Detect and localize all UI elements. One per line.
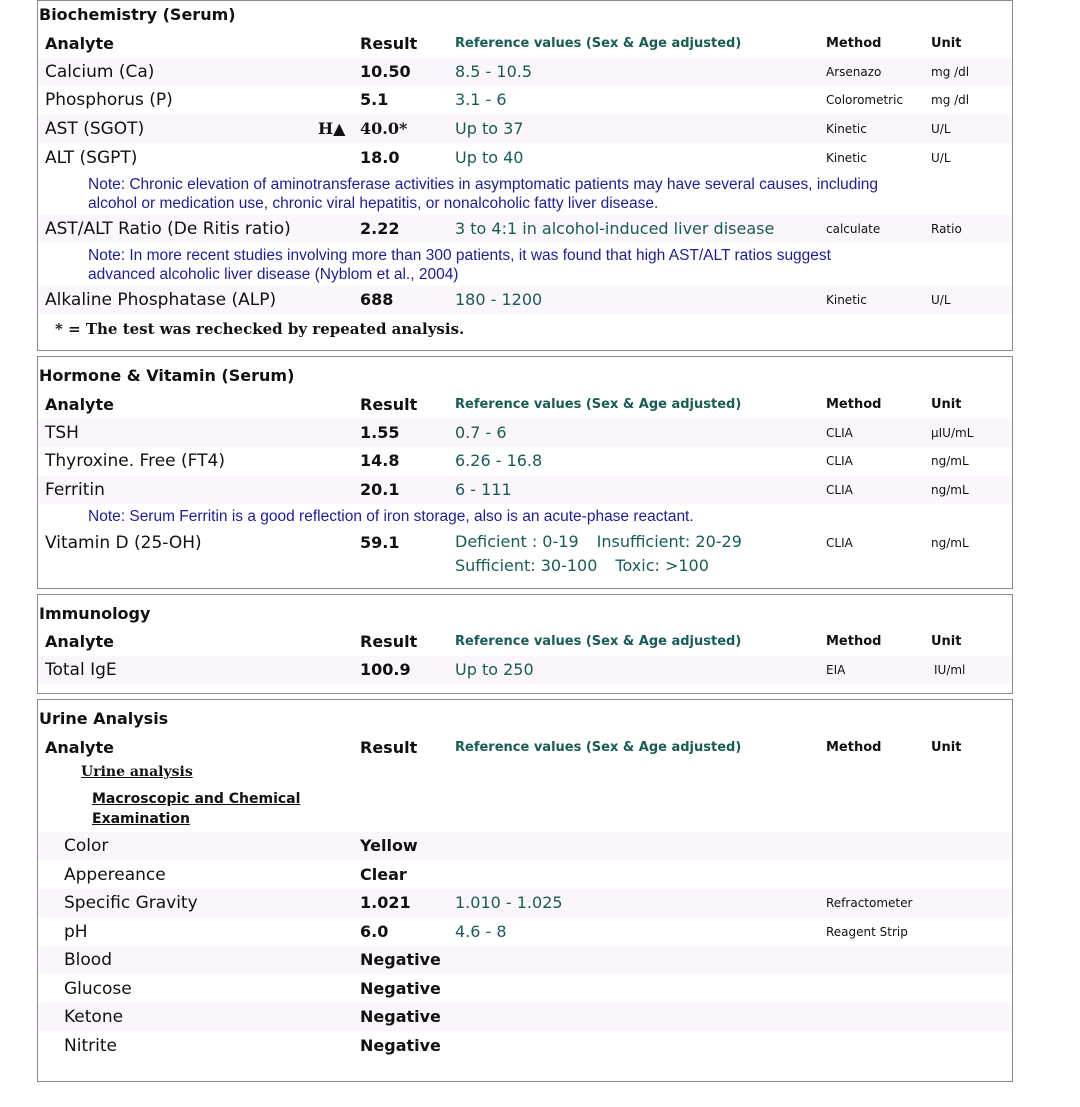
method: CLIA	[826, 426, 853, 440]
analyte-name: ALT (SGPT)	[45, 148, 138, 168]
unit: U/L	[931, 122, 951, 136]
table-row	[38, 889, 1012, 917]
result-value: Clear	[360, 865, 407, 884]
unit: U/L	[931, 151, 951, 165]
result-value: 14.8	[360, 451, 400, 470]
result-value: Negative	[360, 950, 441, 969]
result-value: 1.021	[360, 893, 411, 912]
table-row	[38, 1003, 1012, 1031]
header-result: Result	[360, 738, 418, 757]
header-unit: Unit	[931, 397, 962, 412]
result-value: 40.0*	[360, 119, 408, 138]
analyte-name: Ferritin	[45, 480, 105, 500]
method: Kinetic	[826, 122, 867, 136]
section-title: Hormone & Vitamin (Serum)	[39, 366, 295, 385]
header-analyte: Analyte	[45, 632, 114, 651]
table-row	[38, 1032, 1012, 1060]
note-ferritin	[88, 507, 988, 526]
analyte-name: Nitrite	[64, 1036, 117, 1056]
table-row	[38, 419, 1012, 447]
reference-range: 1.010 - 1.025	[455, 893, 563, 912]
header-unit: Unit	[931, 740, 962, 755]
biochemistry-section	[37, 0, 1013, 351]
header-result: Result	[360, 34, 418, 53]
reference-range: Up to 37	[455, 119, 524, 138]
analyte-name: AST/ALT Ratio (De Ritis ratio)	[45, 219, 291, 239]
unit: ng/mL	[931, 483, 969, 497]
analyte-name: Phosphorus (P)	[45, 90, 173, 110]
method: Colorometric	[826, 93, 904, 107]
method: Kinetic	[826, 151, 867, 165]
result-value: 688	[360, 290, 394, 309]
reference-range: Up to 250	[455, 660, 534, 679]
header-method: Method	[826, 740, 882, 755]
header-result: Result	[360, 395, 418, 414]
unit: mg /dl	[931, 65, 970, 79]
hormone-vitamin-section	[37, 356, 1013, 589]
method: calculate	[826, 222, 881, 236]
header-method: Method	[826, 36, 882, 51]
header-reference: Reference values (Sex & Age adjusted)	[455, 740, 742, 755]
header-analyte: Analyte	[45, 34, 114, 53]
reference-range: 8.5 - 10.5	[455, 62, 533, 81]
method: CLIA	[826, 536, 853, 550]
analyte-name: Blood	[64, 950, 112, 970]
analyte-name: Thyroxine. Free (FT4)	[45, 451, 225, 471]
table-header	[38, 391, 1012, 419]
vitd-insufficient: Insufficient: 20-29	[596, 532, 742, 551]
immunology-section	[37, 594, 1013, 694]
high-flag-icon: H▲	[318, 119, 346, 138]
method: Reagent Strip	[826, 925, 908, 939]
table-row	[38, 946, 1012, 974]
table-row	[38, 144, 1012, 172]
subsection-heading-line: Examination	[92, 811, 190, 827]
unit: ng/mL	[931, 454, 969, 468]
table-row	[38, 476, 1012, 504]
method: CLIA	[826, 454, 853, 468]
table-row	[38, 975, 1012, 1003]
vitd-toxic: Toxic: >100	[615, 556, 709, 575]
analyte-name: Specific Gravity	[64, 893, 198, 913]
analyte-name: pH	[64, 922, 88, 942]
table-row	[38, 286, 1012, 314]
header-reference: Reference values (Sex & Age adjusted)	[455, 397, 742, 412]
reference-range: 4.6 - 8	[455, 922, 507, 941]
table-row	[38, 656, 1012, 684]
method: CLIA	[826, 483, 853, 497]
result-value: 20.1	[360, 480, 400, 499]
table-row	[38, 58, 1012, 86]
result-value: Negative	[360, 979, 441, 998]
unit: IU/ml	[934, 663, 966, 677]
reference-range: Up to 40	[455, 148, 524, 167]
header-result: Result	[360, 632, 418, 651]
urine-subtitle: Urine analysis	[81, 764, 193, 780]
header-method: Method	[826, 397, 882, 412]
note-alt	[88, 175, 988, 213]
table-row	[38, 86, 1012, 114]
analyte-name: AST (SGOT)	[45, 119, 145, 139]
unit: U/L	[931, 293, 951, 307]
result-value: 1.55	[360, 423, 400, 442]
table-header	[38, 628, 1012, 656]
reference-range	[455, 530, 742, 578]
header-analyte: Analyte	[45, 738, 114, 757]
note-line: alcohol or medication use, chronic viral hepatitis, or nonalcoholic fatty liver disease.	[88, 195, 659, 212]
analyte-name: Appereance	[64, 865, 166, 885]
method: Refractometer	[826, 896, 913, 910]
method: EIA	[826, 663, 846, 677]
unit: mg /dl	[931, 93, 970, 107]
recheck-footnote: * = The test was rechecked by repeated analysis.	[55, 320, 465, 338]
header-unit: Unit	[931, 634, 962, 649]
reference-range: 3 to 4:1 in alcohol-induced liver disease	[455, 219, 775, 238]
reference-range: 6.26 - 16.8	[455, 451, 543, 470]
vitd-ref-line	[455, 530, 742, 554]
analyte-name: TSH	[45, 423, 79, 443]
table-header	[38, 734, 1012, 762]
method: Arsenazo	[826, 65, 882, 79]
result-value: 10.50	[360, 62, 411, 81]
subsection-heading	[92, 789, 300, 829]
result-value: Yellow	[360, 836, 418, 855]
result-value: Negative	[360, 1036, 441, 1055]
note-line: Note: In more recent studies involving more than 300 patients, it was found that high AST/ALT ratios suggest	[88, 247, 831, 264]
note-line: Note: Chronic elevation of aminotransferase activities in asymptomatic patients may have several causes, including	[88, 176, 879, 193]
unit: Ratio	[931, 222, 962, 236]
vitd-ref-line	[455, 554, 742, 578]
table-row	[38, 832, 1012, 860]
vitd-sufficient: Sufficient: 30-100	[455, 556, 598, 575]
vitd-deficient: Deficient : 0-19	[455, 532, 579, 551]
header-method: Method	[826, 634, 882, 649]
analyte-name: Glucose	[64, 979, 132, 999]
subsection-heading-line: Macroscopic and Chemical	[92, 791, 301, 807]
table-row	[38, 447, 1012, 475]
reference-range: 3.1 - 6	[455, 90, 507, 109]
header-analyte: Analyte	[45, 395, 114, 414]
result-value: 59.1	[360, 533, 400, 552]
table-row	[38, 918, 1012, 946]
note-ratio	[88, 246, 988, 284]
analyte-name: Calcium (Ca)	[45, 62, 155, 82]
header-reference: Reference values (Sex & Age adjusted)	[455, 634, 742, 649]
table-row	[38, 529, 1012, 579]
result-value: 18.0	[360, 148, 400, 167]
reference-range: 6 - 111	[455, 480, 512, 499]
note-line: Note: Serum Ferritin is a good reflection of iron storage, also is an acute-phase reactant.	[88, 508, 694, 525]
unit: ng/mL	[931, 536, 969, 550]
table-row	[38, 861, 1012, 889]
result-value: 2.22	[360, 219, 400, 238]
reference-range: 180 - 1200	[455, 290, 543, 309]
method: Kinetic	[826, 293, 867, 307]
analyte-name: Alkaline Phosphatase (ALP)	[45, 290, 277, 310]
analyte-name: Vitamin D (25-OH)	[45, 533, 202, 553]
table-header	[38, 30, 1012, 58]
result-value: Negative	[360, 1007, 441, 1026]
analyte-name: Color	[64, 836, 109, 856]
header-reference: Reference values (Sex & Age adjusted)	[455, 36, 742, 51]
analyte-name: Total IgE	[45, 660, 117, 680]
unit: µIU/mL	[931, 426, 974, 440]
section-title: Biochemistry (Serum)	[39, 5, 236, 24]
urine-analysis-section	[37, 699, 1013, 1082]
note-line: advanced alcoholic liver disease (Nyblom et al., 2004)	[88, 266, 459, 283]
section-title: Urine Analysis	[39, 709, 169, 728]
header-unit: Unit	[931, 36, 962, 51]
result-value: 6.0	[360, 922, 389, 941]
result-value: 100.9	[360, 660, 411, 679]
table-row	[38, 115, 1012, 143]
reference-range: 0.7 - 6	[455, 423, 507, 442]
analyte-name: Ketone	[64, 1007, 124, 1027]
section-title: Immunology	[39, 604, 151, 623]
table-row	[38, 215, 1012, 243]
result-value: 5.1	[360, 90, 389, 109]
